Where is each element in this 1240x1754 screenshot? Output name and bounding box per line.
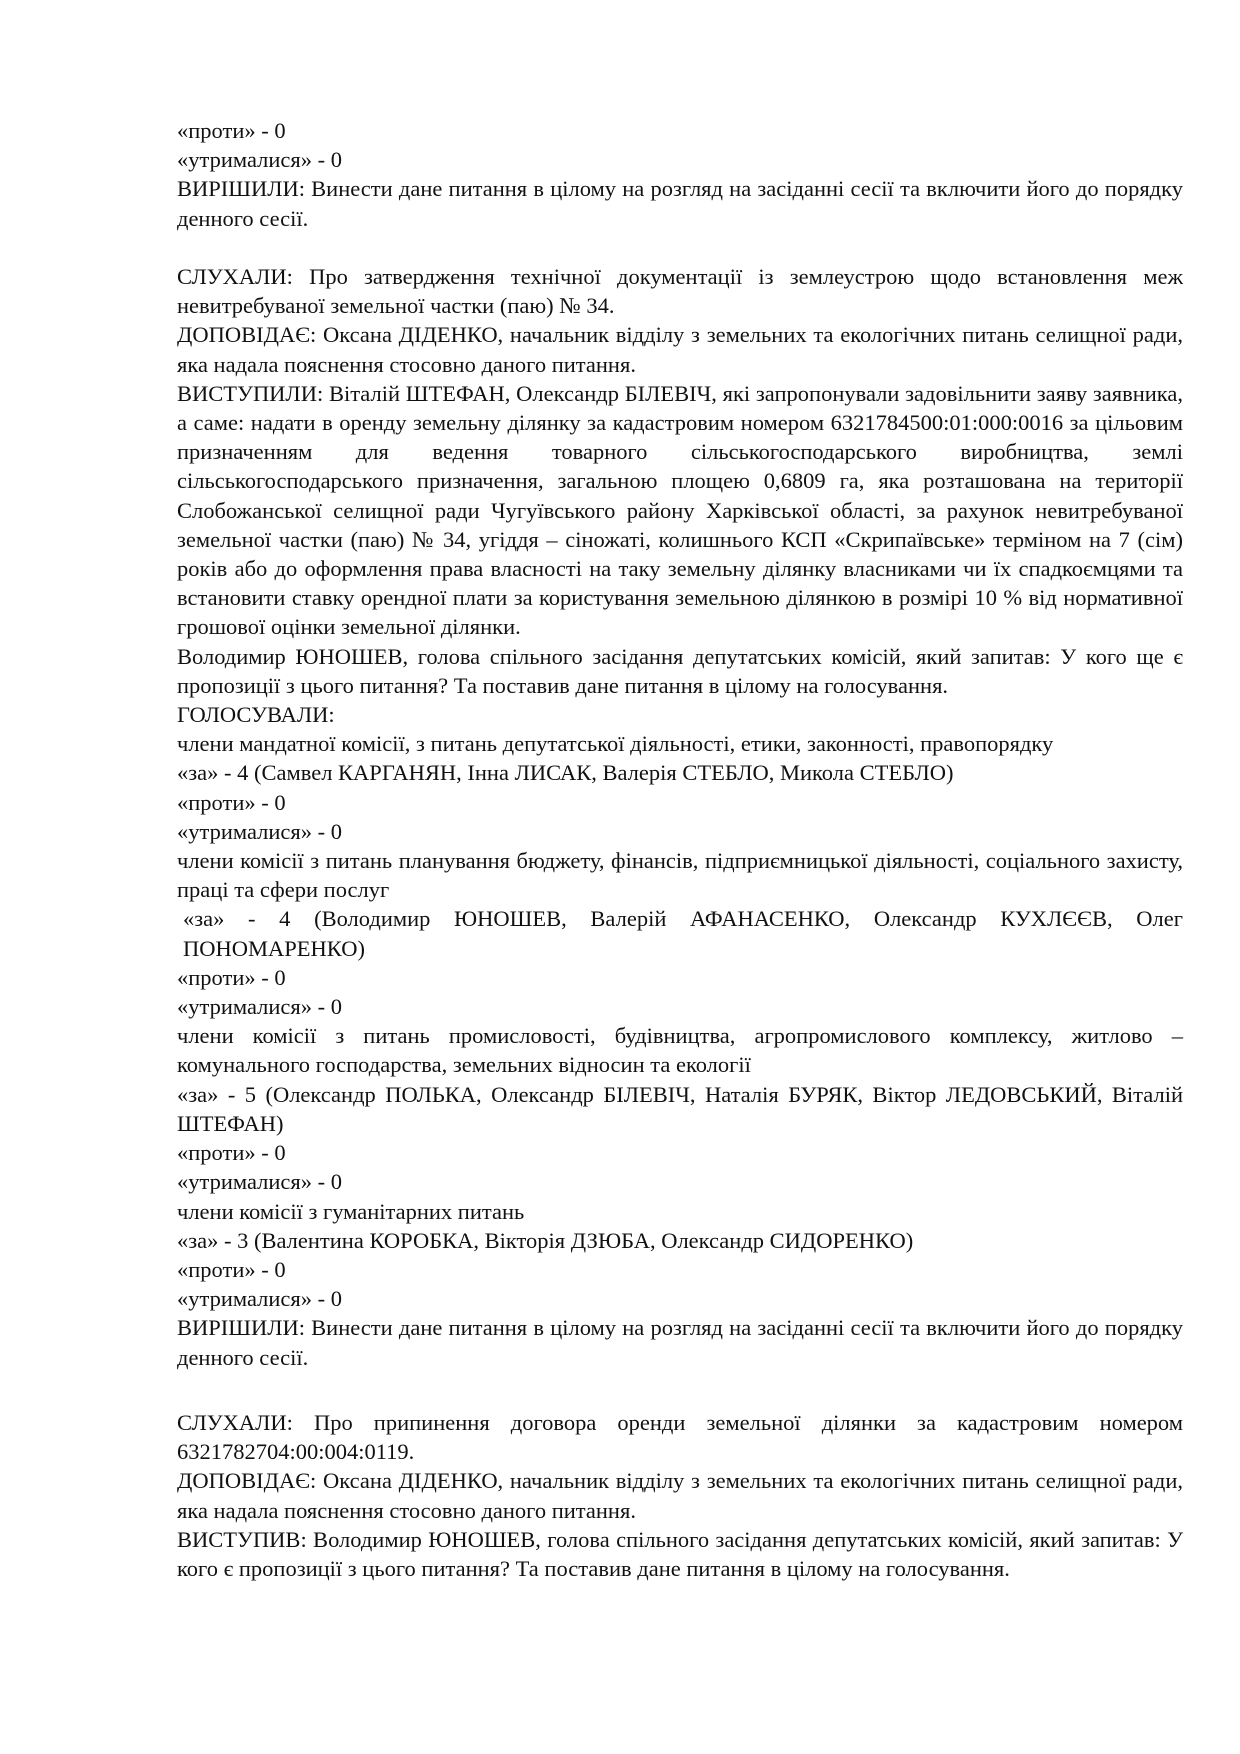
vote-for: «за» - 5 (Олександр ПОЛЬКА, Олександр БІЛЕВІЧ, Наталія БУРЯК, Віктор ЛЕДОВСЬКИЙ, Віталій ШТЕФАН): [177, 1081, 1183, 1136]
protocol-block-1: [177, 116, 1183, 233]
reporter: ДОПОВІДАЄ: Оксана ДІДЕНКО, начальник відділу з земельних та екологічних питань селищної ради, яка надала пояснення стосовно даного питання.: [177, 322, 1183, 377]
vote-abstained: «утрималися» - 0: [177, 1169, 343, 1195]
chair-question: Володимир ЮНОШЕВ, голова спільного засідання депутатських комісій, який запитав: У кого ще є пропозиції з цього питання? Та поставив дане питання в цілому на голосування.: [177, 643, 1183, 698]
heard-item: СЛУХАЛИ: Про припинення договора оренди земельної ділянки за кадастровим номером 6321782704:00:004:0119.: [177, 1410, 1183, 1465]
vote-for: «за» - 4 (Самвел КАРГАНЯН, Інна ЛИСАК, Валерія СТЕБЛО, Микола СТЕБЛО): [177, 760, 954, 786]
vote-abstained: «утрималися» - 0: [177, 147, 343, 173]
protocol-block-3: [177, 1408, 1183, 1583]
committee-name: члени комісії з гуманітарних питань: [177, 1198, 525, 1224]
reporter: ДОПОВІДАЄ: Оксана ДІДЕНКО, начальник відділу з земельних та екологічних питань селищної ради, яка надала пояснення стосовно даного питання.: [177, 1468, 1183, 1523]
committee-name: члени комісії з питань промисловості, будівництва, агропромислового комплексу, житлово – комунального господарства, земельних відносин та екології: [177, 1023, 1183, 1078]
vote-against: «проти» - 0: [177, 789, 286, 815]
heard-item: СЛУХАЛИ: Про затвердження технічної документації із землеустрою щодо встановлення меж невитребуваної земельної частки (паю) № 34.: [177, 264, 1183, 319]
speaker: ВИСТУПИВ: Володимир ЮНОШЕВ, голова спільного засідання депутатських комісій, який запитав: У кого є пропозиції з цього питання? Та поставив дане питання в цілому на голосування.: [177, 1526, 1183, 1582]
vote-against: «проти» - 0: [177, 1256, 286, 1282]
committee-name: члени комісії з питань планування бюджету, фінансів, підприємницької діяльності, соціального захисту, праці та сфери послуг: [177, 848, 1183, 903]
vote-for: «за» - 3 (Валентина КОРОБКА, Вікторія ДЗЮБА, Олександр СИДОРЕНКО): [177, 1227, 914, 1253]
vote-against: «проти» - 0: [177, 118, 286, 143]
speakers: ВИСТУПИЛИ: Віталій ШТЕФАН, Олександр БІЛЕВІЧ, які запропонували задовільнити заяву заявника, а саме: надати в оренду земельну ділянку за кадастровим номером 6321784500:01:000:0016 за цільовим призначенням для ведення товарного сільськогосподарського виробництва, землі сільськогосподарського призначення, загальною площею 0,6809 га, яка розташована на території Слобожанської селищної ради Чугуївського району Харківської області, за рахунок невитребуваної земельної частки (паю) № 34, угіддя – сіножаті, колишнього КСП «Скрипаївське» терміном на 7 (сім) років або до оформлення права власності на таку земельну ділянку власниками чи їх спадкоємцями та встановити ставку орендної плати за користування земельною ділянкою в розмірі 10 % від нормативної грошової оцінки земельної ділянки.: [177, 380, 1183, 640]
decision: ВИРІШИЛИ: Винести дане питання в цілому на розгляд на засіданні сесії та включити його до порядку денного сесії.: [177, 1315, 1183, 1370]
committee-name: члени мандатної комісії, з питань депутатської діяльності, етики, законності, правопорядку: [177, 731, 1054, 757]
protocol-block-2: [177, 262, 1183, 1372]
vote-abstained: «утрималися» - 0: [177, 818, 343, 844]
decision: ВИРІШИЛИ: Винести дане питання в цілому на розгляд на засіданні сесії та включити його до порядку денного сесії.: [177, 176, 1183, 231]
vote-for: «за» - 4 (Володимир ЮНОШЕВ, Валерій АФАНАСЕНКО, Олександр КУХЛЄЄВ, Олег ПОНОМАРЕНКО): [183, 906, 1183, 961]
voting-heading: ГОЛОСУВАЛИ:: [177, 702, 335, 728]
vote-against: «проти» - 0: [177, 1140, 286, 1166]
vote-abstained: «утрималися» - 0: [177, 1286, 343, 1312]
vote-against: «проти» - 0: [177, 964, 286, 990]
vote-abstained: «утрималися» - 0: [177, 994, 343, 1020]
